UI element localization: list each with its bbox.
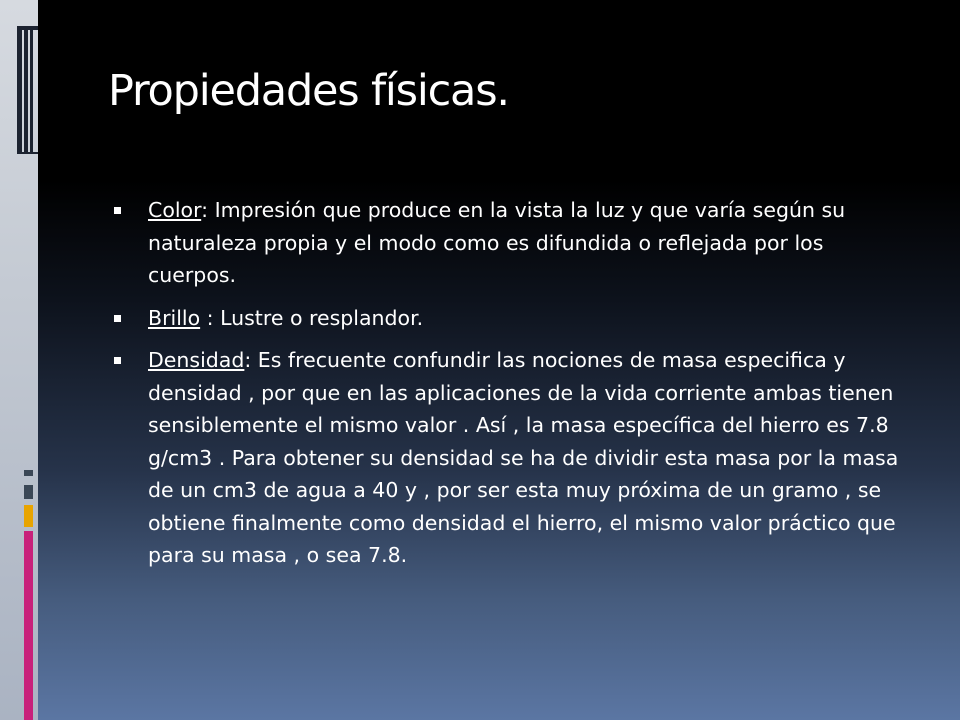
slide-title: Propiedades físicas.: [108, 66, 509, 116]
bullet-item-color: [114, 194, 904, 292]
bullet-list: [114, 194, 904, 582]
term-color: Color: [148, 198, 202, 222]
term-densidad: Densidad: [148, 348, 245, 372]
accent-orange-block: [24, 505, 33, 527]
accent-gray-block-2: [24, 485, 33, 499]
bullet-item-densidad: [114, 344, 904, 572]
bullet-square-icon: [114, 207, 121, 214]
definition-brillo: : Lustre o resplandor.: [200, 305, 424, 330]
definition-color: : Impresión que produce en la vista la luz y que varía según su naturaleza propia y el modo como es difundida o reflejada por los cuerpos.: [148, 198, 846, 287]
bullet-item-brillo: [114, 302, 904, 335]
term-brillo: Brillo: [148, 305, 201, 330]
accent-gray-block: [24, 470, 33, 476]
accent-magenta-block: [24, 531, 33, 720]
definition-densidad: : Es frecuente confundir las nociones de masa especifica y densidad , por que en las aplicaciones de la vida corriente ambas tienen sensiblemente el mismo valor . Así , la masa específica del hierro es 7.8 g/cm3 . Para obtener su densidad se ha de dividir esta masa por la masa de un cm3 de agua a 40 y , por ser esta muy próxima de un gramo , se obtiene finalmente como densidad el hierro, el mismo valor práctico que para su masa , o sea 7.8.: [148, 348, 899, 567]
bullet-square-icon: [114, 357, 121, 364]
top-left-bars-decoration: [0, 0, 38, 180]
bullet-square-icon: [114, 315, 121, 322]
